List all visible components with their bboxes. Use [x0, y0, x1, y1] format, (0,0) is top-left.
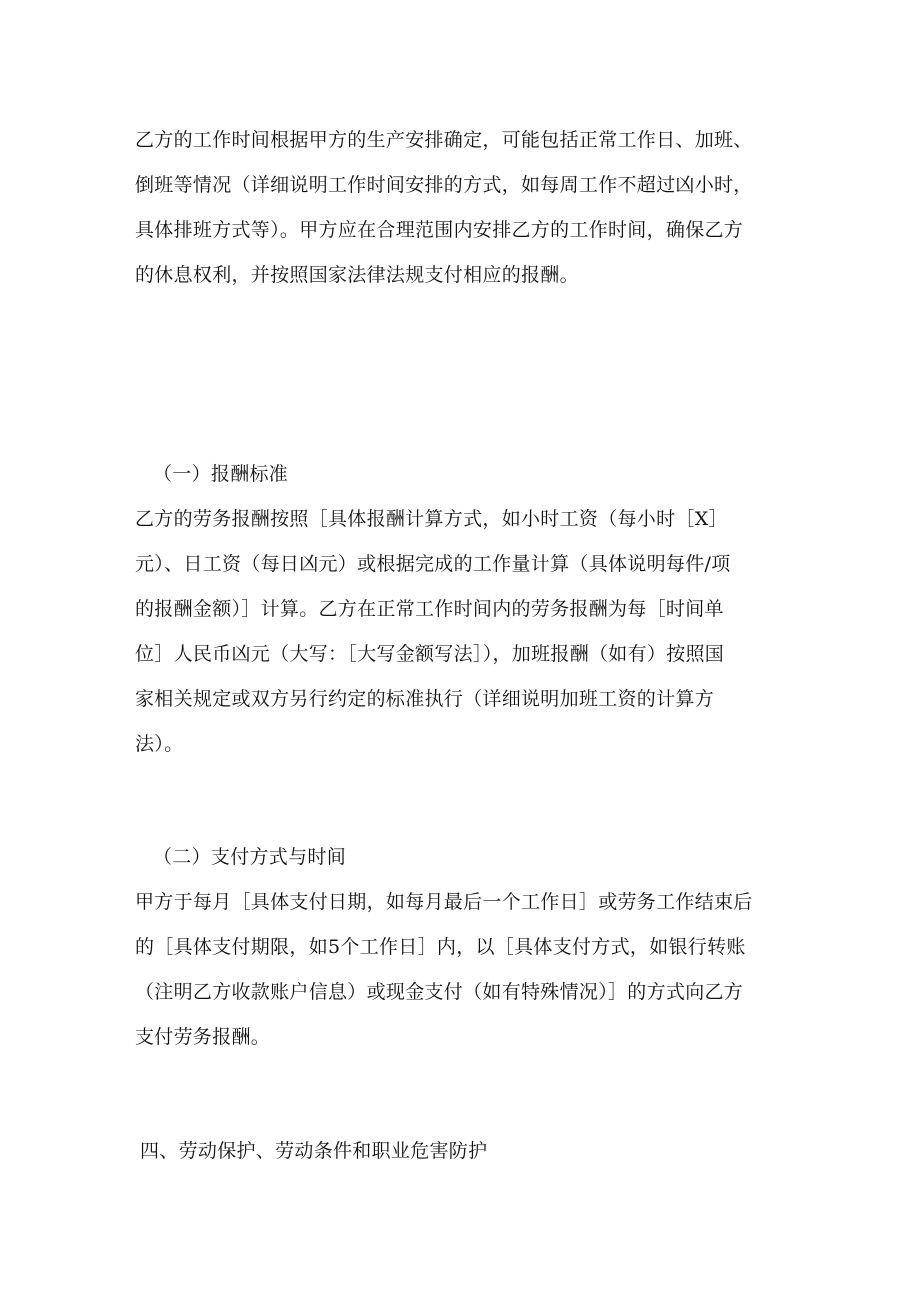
text-line: 法）。	[135, 733, 184, 755]
section-heading-labor-protection: 四、劳动保护、劳动条件和职业危害防护	[140, 1140, 488, 1162]
text-line: 的［具体支付期限，如5个工作日］内，以［具体支付方式，如银行转账	[135, 936, 746, 958]
text-line: 甲方于每月［具体支付日期，如每月最后一个工作日］或劳务工作结束后	[135, 891, 753, 913]
text-line: 位］人民币凶元（大写：［大写金额写法］），加班报酬（如有）按照国	[135, 643, 725, 665]
text-line: 倒班等情况（详细说明工作时间安排的方式，如每周工作不超过凶小时，	[135, 174, 753, 196]
text-line: （注明乙方收款账户信息）或现金支付（如有特殊情况）］的方式向乙方	[135, 981, 744, 1003]
text-line: 具体排班方式等）。甲方应在合理范围内安排乙方的工作时间，确保乙方	[135, 219, 744, 241]
text-line: 元）、日工资（每日凶元）或根据完成的工作量计算（具体说明每件/项	[135, 553, 731, 575]
remuneration-standard-paragraph	[135, 497, 795, 767]
payment-method-paragraph	[135, 880, 795, 1060]
text-line: 家相关规定或双方另行约定的标准执行（详细说明加班工资的计算方	[135, 688, 715, 710]
work-hours-paragraph	[135, 118, 795, 298]
text-line: 乙方的劳务报酬按照［具体报酬计算方式，如小时工资（每小时［X］	[135, 508, 728, 530]
section-heading-remuneration-standard: （一）报酬标准	[153, 463, 289, 485]
text-line: 支付劳务报酬。	[135, 1026, 271, 1048]
text-line: 的休息权利，并按照国家法律法规支付相应的报酬。	[135, 264, 579, 286]
section-heading-payment-method: （二）支付方式与时间	[153, 846, 347, 868]
text-line: 的报酬金额）］计算。乙方在正常工作时间内的劳务报酬为每［时间单	[135, 598, 724, 620]
text-line: 乙方的工作时间根据甲方的生产安排确定，可能包括正常工作日、加班、	[135, 129, 753, 151]
